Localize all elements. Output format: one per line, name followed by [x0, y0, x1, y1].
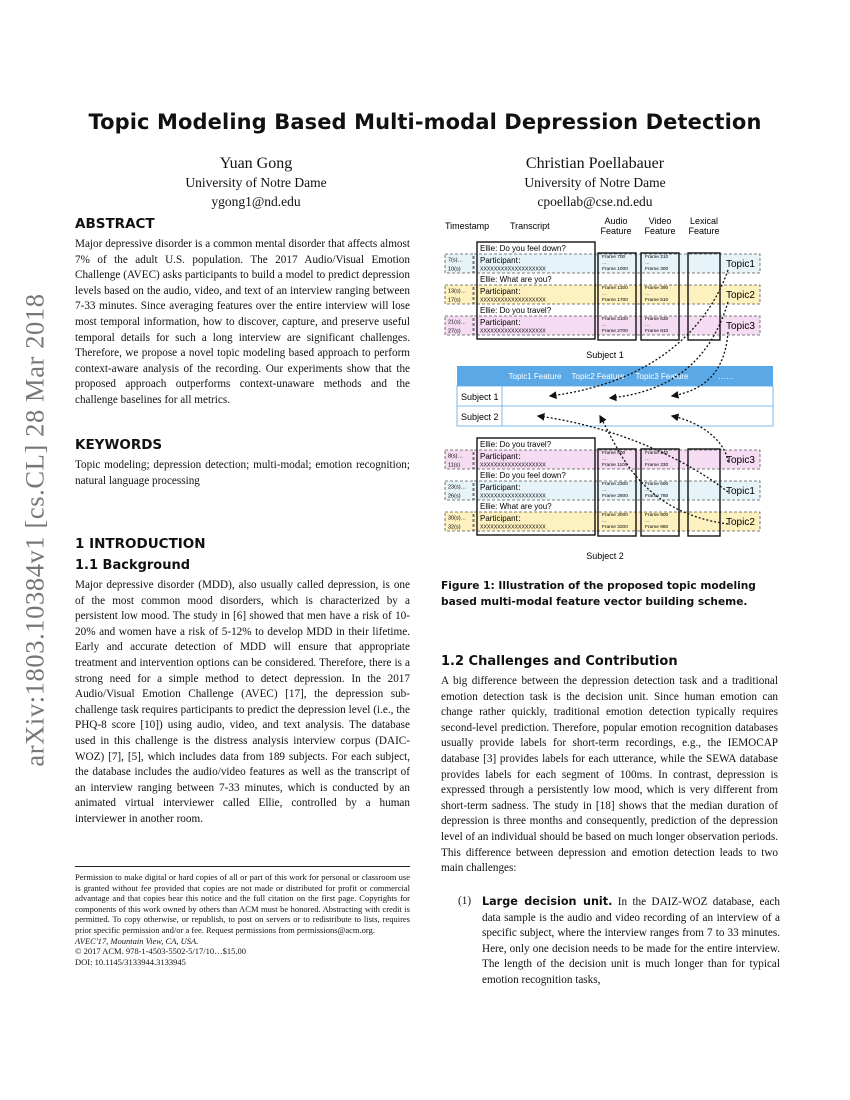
table-header-ellipsis: ……: [718, 372, 734, 381]
table-row-subject-2: Subject 2: [461, 412, 499, 422]
audio-ellipsis: …: [602, 457, 607, 462]
participant-label: Participant：: [480, 256, 526, 265]
timestamp-start: 21(s)…: [448, 319, 467, 326]
video-frame-end: Frame 510: [645, 298, 669, 303]
subject-2-block: [445, 438, 760, 536]
audio-ellipsis: …: [602, 292, 607, 297]
video-ellipsis: …: [645, 261, 650, 266]
audio-frame-start: Frame 2300: [602, 482, 628, 487]
table-header-topic1: Topic1 Feature: [508, 372, 562, 381]
challenges-text: [441, 674, 778, 877]
audio-frame-start: Frame 1300: [602, 286, 628, 291]
audio-ellipsis: …: [602, 261, 607, 266]
subject-1-block: [445, 242, 760, 340]
participant-text: XXXXXXXXXXXXXXXXXXX: [480, 524, 546, 531]
permission-text: Permission to make digital or hard copies of all or part of this work for personal or classroom use is granted without fee provided that copies are not made or distributed for profit or commercial advantage and that copies bear this notice and the full citation on the first page. Copyrights for components of this work owned by others than ACM must be honored. Abstracting with credit is permitted. To copy otherwise, or republish, to post on servers or to redistribute to lists, requires prior specific permission and/or a fee. Request permissions from permissions@acm.org.: [75, 872, 410, 935]
header-video-1: Video: [648, 216, 672, 226]
table-row-subject-1: Subject 1: [461, 392, 499, 402]
participant-label: Participant：: [480, 452, 526, 461]
ellie-question: Ellie: Do you travel?: [480, 306, 552, 315]
timestamp-end: 26(s): [448, 493, 461, 500]
video-frame-end: Frame 780: [645, 494, 669, 499]
participant-text: XXXXXXXXXXXXXXXXXXX: [480, 493, 546, 500]
challenges-paragraph: A big difference between the depression detection task and a traditional emotion detection task is the decision unit. Since human emotion can change rather quickly, traditional emotion detection typically requires second-level prediction. Therefore, popular emotion recognition databases usually provide labels for short-term recordings, e.g., the IEMOCAP database [3] provides labels for each utterance, while the SEWA database provides labels for each segment of 100ms. In contrast, depression is expressed through a persistently low mood, which is very different from short-term sadness. The study in [18] shows that the median duration of depression is three months and consequently, prediction of the depression level of an individual should be based on much longer observation periods. This difference between depression and emotion detection leads to two main challenges:: [441, 675, 778, 875]
figure-1-caption: Figure 1: Illustration of the proposed topic modeling based multi-modal feature vector building scheme.: [441, 580, 756, 608]
timestamp-start: 7(s)…: [448, 257, 463, 264]
participant-text: XXXXXXXXXXXXXXXXXXX: [480, 328, 546, 335]
paper-title: Topic Modeling Based Multi-modal Depression Detection: [88, 110, 762, 134]
timestamp-start: 30(s)…: [448, 515, 467, 522]
topic-label: Topic3: [726, 321, 755, 332]
topic-label: Topic2: [726, 517, 755, 528]
author-affiliation: University of Notre Dame: [524, 175, 666, 190]
list-item-number: (1): [458, 895, 472, 907]
doi-text: DOI: 10.1145/3133944.3133945: [75, 956, 186, 967]
intro-text: [75, 578, 410, 828]
permission-footnote: [75, 872, 410, 967]
timestamp-start: 23(s)…: [448, 484, 467, 491]
challenges-heading: 1.2 Challenges and Contribution: [441, 654, 678, 669]
video-frame-start: Frame 210: [645, 255, 669, 260]
audio-frame-end: Frame 1100: [602, 463, 628, 468]
header-audio-2: Feature: [600, 226, 632, 236]
ellie-question: Ellie: What are you?: [480, 502, 552, 511]
header-video-2: Feature: [644, 226, 676, 236]
header-timestamp: Timestamp: [445, 221, 490, 231]
ellie-question: Ellie: What are you?: [480, 275, 552, 284]
challenge-list-item-1: [458, 894, 780, 989]
timestamp-end: 32(s): [448, 524, 461, 531]
video-frame-end: Frame 960: [645, 525, 669, 530]
background-heading: 1.1 Background: [75, 558, 191, 573]
abstract-text: [75, 237, 410, 409]
subject-1-label: Subject 1: [586, 350, 624, 360]
author-name: Yuan Gong: [219, 155, 293, 172]
ellie-question: Ellie: Do you travel?: [480, 440, 552, 449]
video-frame-start: Frame 690: [645, 482, 669, 487]
author-block-2: [445, 154, 745, 211]
keywords-paragraph: Topic modeling; depression detection; multi-modal; emotion recognition; natural language processing: [75, 459, 410, 487]
audio-frame-end: Frame 1000: [602, 267, 628, 272]
timestamp-end: 27(s): [448, 328, 461, 335]
figure-1-diagram: [440, 212, 780, 568]
video-frame-end: Frame 810: [645, 329, 669, 334]
audio-ellipsis: …: [602, 519, 607, 524]
header-transcript: Transcript: [510, 221, 550, 231]
author-email: cpoellab@cse.nd.edu: [537, 193, 653, 209]
ellie-question: Ellie: Do you feel down?: [480, 471, 566, 480]
intro-heading: 1 INTRODUCTION: [75, 536, 206, 552]
video-ellipsis: …: [645, 519, 650, 524]
participant-label: Participant：: [480, 318, 526, 327]
audio-frame-start: Frame 700: [602, 255, 626, 260]
abstract-heading: ABSTRACT: [75, 216, 155, 232]
header-lexical-1: Lexical: [689, 216, 719, 226]
participant-label: Participant：: [480, 287, 526, 296]
topic-label: Topic2: [726, 290, 755, 301]
participant-text: XXXXXXXXXXXXXXXXXXX: [480, 266, 546, 273]
arxiv-sidebar-stamp: [10, 230, 60, 830]
author-name: Christian Poellabauer: [525, 155, 665, 172]
audio-frame-start: Frame 2100: [602, 317, 628, 322]
author-email: ygong1@nd.edu: [211, 193, 301, 209]
list-item-text: In the DAIZ-WOZ database, each data sample is the audio and video recording of an interview of a specific subject, where the interview ranges from 7 to 33 minutes. Here, only one decision needs to be made for the entire interview. The length of the decision unit is much longer than for typical emotion recognition tasks,: [482, 896, 780, 986]
video-frame-start: Frame 630: [645, 317, 669, 322]
video-frame-start: Frame 240: [645, 451, 669, 456]
ellie-question: Ellie: Do you feel down?: [480, 244, 566, 253]
audio-ellipsis: …: [602, 323, 607, 328]
list-item-title: Large decision unit.: [482, 895, 613, 908]
participant-text: XXXXXXXXXXXXXXXXXXX: [480, 462, 546, 469]
video-frame-start: Frame 390: [645, 286, 669, 291]
arxiv-identifier: arXiv:1803.10384v1 [cs.CL] 28 Mar 2018: [19, 293, 50, 767]
participant-text: XXXXXXXXXXXXXXXXXXX: [480, 297, 546, 304]
table-header-topic3: Topic3 Feature: [635, 372, 689, 381]
video-frame-start: Frame 900: [645, 513, 669, 518]
header-audio-1: Audio: [604, 216, 628, 226]
author-block-1: [106, 154, 406, 211]
video-frame-end: Frame 300: [645, 267, 669, 272]
topic-label: Topic3: [726, 455, 755, 466]
audio-frame-end: Frame 1700: [602, 298, 628, 303]
table-header-topic2: Topic2 Feature: [571, 372, 625, 381]
audio-ellipsis: …: [602, 488, 607, 493]
topic-label: Topic1: [726, 259, 755, 270]
keywords-heading: KEYWORDS: [75, 437, 163, 453]
timestamp-end: 10(s): [448, 266, 461, 273]
audio-frame-end: Frame 2700: [602, 329, 628, 334]
video-ellipsis: …: [645, 488, 650, 493]
timestamp-start: 8(s)…: [448, 453, 463, 460]
keywords-text: [75, 458, 410, 489]
copyright-text: © 2017 ACM. 978-1-4503-5502-5/17/10…$15.00: [75, 946, 247, 957]
video-ellipsis: …: [645, 457, 650, 462]
venue-text: AVEC'17, Mountain View, CA, USA.: [75, 935, 199, 946]
audio-frame-start: Frame 3000: [602, 513, 628, 518]
video-ellipsis: …: [645, 292, 650, 297]
audio-frame-start: Frame 800: [602, 451, 626, 456]
intro-paragraph: Major depressive disorder (MDD), also usually called depression, is one of the most common mood disorders, which is characterized by a persistent low mood. The study in [6] showed that men have a risk of 10-20% and women have a risk of 5-12% to develop MDD in their lifetime. Early and accurate detection of MDD will ensure that appropriate treatment and intervention options can be considered. Therefore, there is a strong need for a simple method to detect depression. In the 2017 Audio/Visual Emotion Challenge (AVEC) [17], the depression sub-challenge task requires participants to predict the depression level (i.e., the PHQ-8 score [10]) using audio, video, and text analysis. The database used in this challenge is the distress analysis interview corpus (DAIC-WOZ) [7], [5], which includes data from 189 subjects. For each subject, the database includes the audio/video features as well as the transcript of an interview ranging between 7-33 minutes, which is conducted by an animated virtual interviewer called Ellie, controlled by a human interviewer in another room.: [75, 579, 410, 825]
participant-label: Participant：: [480, 514, 526, 523]
subject-2-label: Subject 2: [586, 551, 624, 561]
video-frame-end: Frame 330: [645, 463, 669, 468]
video-ellipsis: …: [645, 323, 650, 328]
author-affiliation: University of Notre Dame: [185, 175, 327, 190]
audio-frame-end: Frame 2600: [602, 494, 628, 499]
timestamp-start: 13(s)…: [448, 288, 467, 295]
topic-label: Topic1: [726, 486, 755, 497]
timestamp-end: 17(s): [448, 297, 461, 304]
footnote-rule: [75, 866, 410, 867]
audio-frame-end: Frame 3200: [602, 525, 628, 530]
header-lexical-2: Feature: [688, 226, 720, 236]
participant-label: Participant：: [480, 483, 526, 492]
abstract-paragraph: Major depressive disorder is a common mental disorder that affects almost 7% of the adult U.S. population. The 2017 Audio/Visual Emotion Challenge (AVEC) asks participants to build a model to predict depression levels based on the audio, video, and text of an interview ranging between 7-33 minutes. Since averaging features over the entire interview will lose most temporal information, how to discover, capture, and preserve useful temporal details for such a long interview are significant challenges. Therefore, we propose a novel topic modeling based approach to perform context-aware analysis of the recording. Our experiments show that the proposed approach outperforms context-unaware methods and the challenge baselines for all metrics.: [75, 238, 410, 406]
timestamp-end: 11(s): [448, 462, 461, 469]
